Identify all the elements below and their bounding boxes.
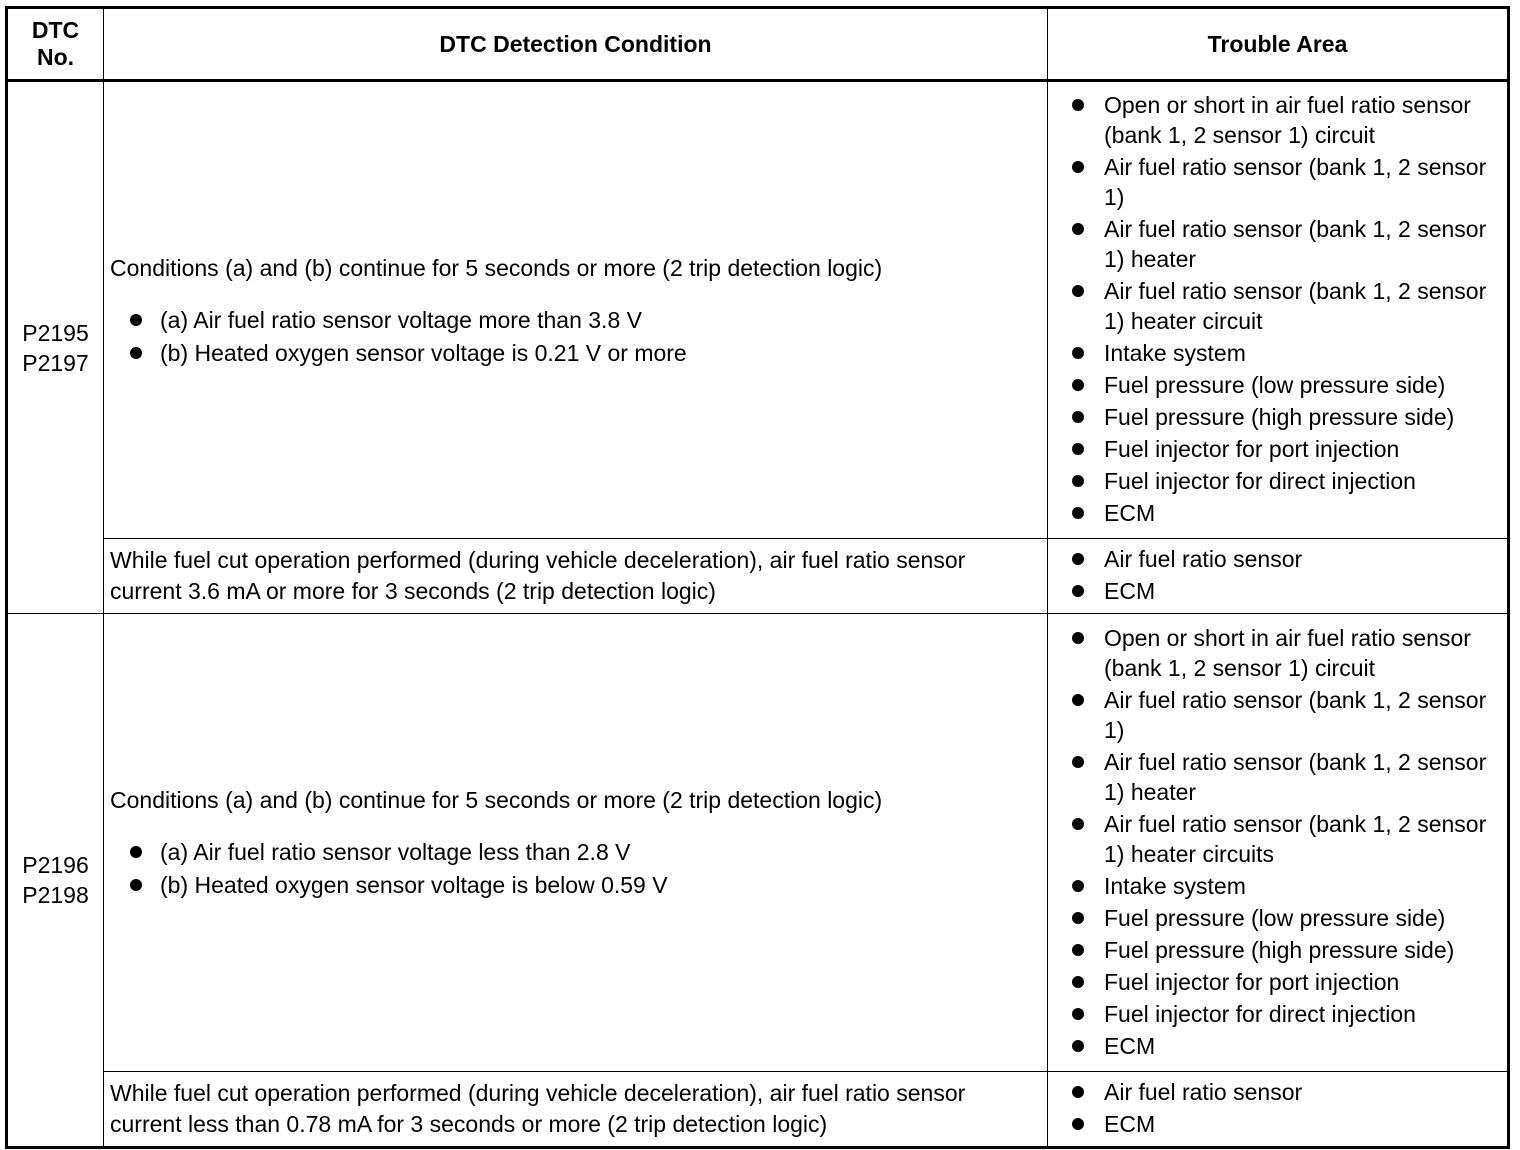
- list-item: Intake system: [1048, 338, 1499, 368]
- bullet-icon: [1072, 694, 1084, 706]
- bullet-icon: [130, 347, 142, 359]
- bullet-icon: [1072, 223, 1084, 235]
- list-item: ECM: [1048, 498, 1499, 528]
- list-item: Air fuel ratio sensor (bank 1, 2 sensor 1) heater: [1048, 214, 1499, 274]
- list-item: Fuel injector for port injection: [1048, 434, 1499, 464]
- trouble-area-cell: [1048, 1072, 1509, 1148]
- list-item: (a) Air fuel ratio sensor voltage less than 2.8 V: [110, 837, 1041, 867]
- bullet-icon: [1072, 443, 1084, 455]
- list-item: (b) Heated oxygen sensor voltage is below 0.59 V: [110, 870, 1041, 900]
- bullet-icon: [1072, 379, 1084, 391]
- dtc-code: P2198: [22, 882, 89, 908]
- table-row: [7, 539, 1509, 614]
- dtc-code-cell: [7, 614, 104, 1148]
- list-item: Air fuel ratio sensor (bank 1, 2 sensor 1) heater: [1048, 747, 1499, 807]
- table-row: [7, 1072, 1509, 1148]
- condition-cell: [104, 614, 1048, 1072]
- condition-text: While fuel cut operation performed (during vehicle deceleration), air fuel ratio sensor current 3.6 mA or more for 3 seconds (2 trip detection logic): [110, 547, 966, 604]
- list-item: Fuel pressure (high pressure side): [1048, 402, 1499, 432]
- table-row: [7, 614, 1509, 1072]
- header-trouble-area: Trouble Area: [1048, 8, 1509, 81]
- bullet-icon: [1072, 411, 1084, 423]
- list-item: Fuel injector for direct injection: [1048, 999, 1499, 1029]
- table-row: [7, 81, 1509, 539]
- bullet-icon: [1072, 585, 1084, 597]
- list-item: ECM: [1048, 1109, 1499, 1139]
- trouble-area-cell: [1048, 81, 1509, 539]
- list-item: Open or short in air fuel ratio sensor (bank 1, 2 sensor 1) circuit: [1048, 623, 1499, 683]
- header-condition: DTC Detection Condition: [104, 8, 1048, 81]
- trouble-list: [1048, 1077, 1499, 1139]
- dtc-code: P2196: [22, 852, 89, 878]
- list-item: (b) Heated oxygen sensor voltage is 0.21 V or more: [110, 338, 1041, 368]
- bullet-icon: [1072, 632, 1084, 644]
- list-item: Open or short in air fuel ratio sensor (bank 1, 2 sensor 1) circuit: [1048, 90, 1499, 150]
- list-item: Fuel pressure (low pressure side): [1048, 370, 1499, 400]
- trouble-list: [1048, 623, 1499, 1061]
- list-item: (a) Air fuel ratio sensor voltage more than 3.8 V: [110, 305, 1041, 335]
- bullet-icon: [1072, 976, 1084, 988]
- list-item: Fuel injector for port injection: [1048, 967, 1499, 997]
- dtc-code: P2195: [22, 319, 89, 346]
- list-item: Fuel pressure (high pressure side): [1048, 935, 1499, 965]
- condition-cell: [104, 1072, 1048, 1148]
- bullet-icon: [130, 314, 142, 326]
- list-item: Air fuel ratio sensor (bank 1, 2 sensor 1): [1048, 152, 1499, 212]
- condition-cell: [104, 81, 1048, 539]
- bullet-icon: [1072, 161, 1084, 173]
- condition-intro: Conditions (a) and (b) continue for 5 seconds or more (2 trip detection logic): [110, 787, 883, 813]
- list-item: Air fuel ratio sensor (bank 1, 2 sensor 1) heater circuits: [1048, 809, 1499, 869]
- list-item: Air fuel ratio sensor (bank 1, 2 sensor 1) heater circuit: [1048, 276, 1499, 336]
- bullet-icon: [1072, 99, 1084, 111]
- list-item: Fuel injector for direct injection: [1048, 466, 1499, 496]
- dtc-code-cell: [7, 81, 104, 614]
- bullet-icon: [130, 846, 142, 858]
- bullet-icon: [1072, 880, 1084, 892]
- bullet-icon: [1072, 1008, 1084, 1020]
- condition-text: While fuel cut operation performed (during vehicle deceleration), air fuel ratio sensor current less than 0.78 mA for 3 seconds or more (2 trip detection logic): [110, 1080, 966, 1137]
- dtc-code: P2197: [22, 349, 89, 376]
- condition-list: [110, 305, 1041, 368]
- trouble-list: [1048, 90, 1499, 528]
- bullet-icon: [1072, 944, 1084, 956]
- bullet-icon: [1072, 756, 1084, 768]
- condition-cell: [104, 539, 1048, 614]
- bullet-icon: [130, 879, 142, 891]
- bullet-icon: [1072, 912, 1084, 924]
- header-dtc-no: DTC No.: [7, 8, 104, 81]
- bullet-icon: [1072, 1118, 1084, 1130]
- bullet-icon: [1072, 1040, 1084, 1052]
- list-item: ECM: [1048, 1031, 1499, 1061]
- bullet-icon: [1072, 553, 1084, 565]
- trouble-area-cell: [1048, 614, 1509, 1072]
- list-item: Air fuel ratio sensor: [1048, 544, 1499, 574]
- condition-list: [110, 837, 1041, 900]
- trouble-list: [1048, 544, 1499, 606]
- trouble-area-cell: [1048, 539, 1509, 614]
- bullet-icon: [1072, 285, 1084, 297]
- bullet-icon: [1072, 818, 1084, 830]
- condition-intro: Conditions (a) and (b) continue for 5 seconds or more (2 trip detection logic): [110, 254, 883, 281]
- list-item: Fuel pressure (low pressure side): [1048, 903, 1499, 933]
- list-item: Intake system: [1048, 871, 1499, 901]
- list-item: ECM: [1048, 576, 1499, 606]
- bullet-icon: [1072, 507, 1084, 519]
- list-item: Air fuel ratio sensor (bank 1, 2 sensor 1): [1048, 685, 1499, 745]
- dtc-table: [5, 6, 1510, 1149]
- bullet-icon: [1072, 1086, 1084, 1098]
- bullet-icon: [1072, 347, 1084, 359]
- header-row: [7, 8, 1509, 81]
- list-item: Air fuel ratio sensor: [1048, 1077, 1499, 1107]
- bullet-icon: [1072, 475, 1084, 487]
